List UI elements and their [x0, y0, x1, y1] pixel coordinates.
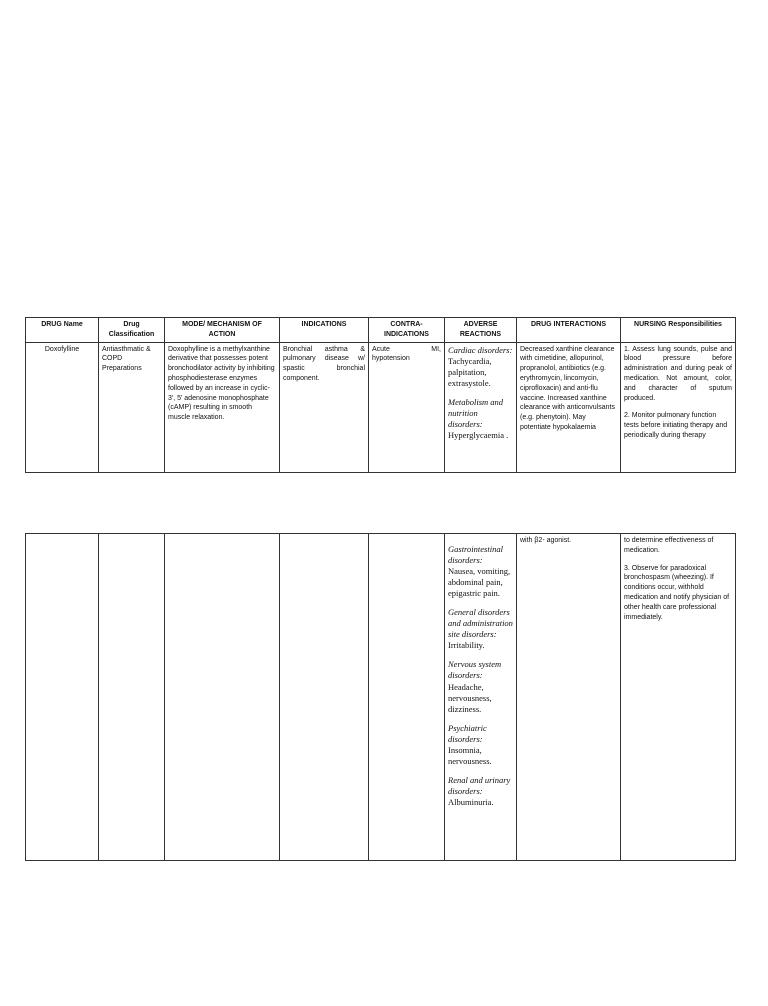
adverse-category: Nervous system disorders:	[448, 659, 502, 681]
header-drug-classification: Drug Classification	[99, 318, 165, 343]
nursing-responsibilities-cell	[621, 342, 736, 472]
nursing-item: 2. Monitor pulmonary function tests before initiating therapy and periodically during therapy	[624, 412, 728, 439]
adverse-text: Insomnia, nervousness.	[448, 744, 492, 766]
adverse-text: Headache, nervousness, dizziness.	[448, 681, 492, 714]
adverse-group	[448, 397, 513, 441]
mechanism-cell: Doxophylline is a methylxanthine derivative that possesses potent bronchodilator activity by inhibiting phosphodiesterase enzymes followed by an increase in cyclic-3', 5' adenosine monophosphate (cAMP) resulting in smooth muscle relaxation.	[165, 342, 280, 472]
nursing-responsibilities-cell	[621, 534, 736, 861]
adverse-text: Irritability.	[448, 640, 485, 651]
adverse-group	[448, 659, 513, 714]
nursing-item: 1. Assess lung sounds, pulse and blood pressure before administration and during peak of medication. Not amount, color, and character of sputum produced.	[624, 345, 732, 402]
contraindications-cell: Acute MI, hypotension	[369, 342, 445, 472]
header-indications: INDICATIONS	[280, 318, 369, 343]
classification-cell: Antiasthmatic & COPD Preparations	[99, 342, 165, 472]
table-row	[26, 342, 736, 472]
header-drug-name: DRUG Name	[26, 318, 99, 343]
adverse-category: General disorders and administration site disorders:	[448, 607, 513, 640]
header-nursing-responsibilities: NURSING Responsibilities	[621, 318, 736, 343]
table-header-row	[26, 318, 736, 343]
nursing-item: 3. Observe for paradoxical bronchospasm (wheezing). If conditions occur, withhold medication and notify physician of other health care professional immediately.	[624, 564, 730, 621]
header-mechanism: MODE/ MECHANISM OF ACTION	[165, 318, 280, 343]
adverse-group	[448, 723, 513, 767]
drug-interactions-cell: Decreased xanthine clearance with cimetidine, allopurinol, propranolol, antibiotics (e.g. erythromycin, lincomycin, ciprofloxacin) and anti-flu vaccine. Increased xanthine clearance with anticonvulsants (e.g. phenytoin). May potentiate hypokalaemia	[517, 342, 621, 472]
adverse-group	[448, 544, 513, 599]
header-contraindications: CONTRA-INDICATIONS	[369, 318, 445, 343]
adverse-reactions-cell	[445, 534, 517, 861]
drug-name-cell	[26, 534, 99, 861]
adverse-category: Gastrointestinal disorders:	[448, 544, 503, 566]
adverse-category: Renal and urinary disorders:	[448, 774, 511, 796]
adverse-text: Albuminuria.	[448, 796, 494, 807]
adverse-reactions-cell	[445, 342, 517, 472]
classification-cell	[99, 534, 165, 861]
adverse-category: Cardiac disorders:	[448, 344, 513, 355]
adverse-text: Hyperglycaemia .	[448, 429, 509, 440]
indications-cell: Bronchial asthma & pulmonary disease w/ spastic bronchial component.	[280, 342, 369, 472]
contraindications-cell	[369, 534, 445, 861]
drug-name-cell: Doxofylline	[26, 342, 99, 472]
table-row	[26, 534, 736, 861]
drug-study-table-continued	[25, 533, 736, 861]
adverse-category: Metabolism and nutrition disorders:	[448, 396, 504, 429]
drug-interactions-cell: with β2- agonist.	[517, 534, 621, 861]
adverse-text: Nausea, vomiting, abdominal pain, epigastric pain.	[448, 566, 511, 599]
adverse-text: Tachycardia, palpitation, extrasystole.	[448, 355, 492, 388]
header-drug-interactions: DRUG INTERACTIONS	[517, 318, 621, 343]
indications-cell	[280, 534, 369, 861]
adverse-group	[448, 775, 513, 808]
drug-study-table	[25, 317, 736, 473]
adverse-group	[448, 345, 513, 389]
adverse-group	[448, 607, 513, 651]
adverse-category: Psychiatric disorders:	[448, 722, 487, 744]
mechanism-cell	[165, 534, 280, 861]
nursing-item: to determine effectiveness of medication.	[624, 537, 714, 554]
header-adverse-reactions: ADVERSE REACTIONS	[445, 318, 517, 343]
